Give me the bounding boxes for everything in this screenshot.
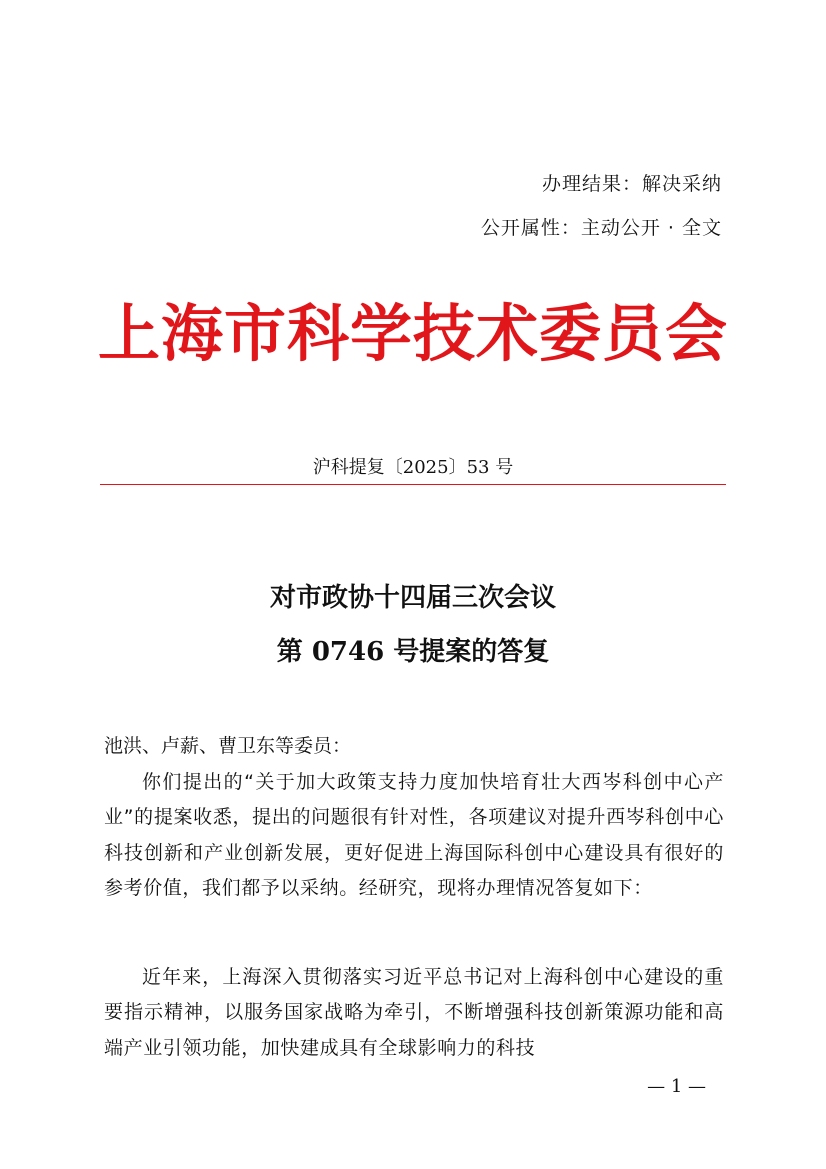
issuing-organization-title: 上海市科学技术委员会 bbox=[97, 297, 728, 370]
document-number: 沪科提复〔2025〕53 号 bbox=[312, 457, 514, 478]
handling-result: 办理结果：解决采纳 bbox=[541, 173, 722, 195]
disclosure-attribute: 公开属性：主动公开 · 全文 bbox=[480, 217, 722, 239]
page-number: — 1 — bbox=[647, 1076, 706, 1097]
body-paragraph-2: 近年来，上海深入贯彻落实习近平总书记对上海科创中心建设的重要指示精神，以服务国家战略为牵引，不断增强科技创新策源功能和高端产业引领功能，加快建成具有全球影响力的科技 bbox=[104, 966, 724, 1059]
red-separator-line bbox=[100, 484, 726, 485]
body-paragraph-1: 你们提出的“关于加大政策支持力度加快培育壮大西岑科创中心产业”的提案收悉，提出的问题很有针对性，各项建议对提升西岑科创中心科技创新和产业创新发展，更好促进上海国际科创中心建设具有很好的参考价值，我们都予以采纳。经研究，现将办理情况答复如下： bbox=[104, 771, 724, 899]
salutation: 池洪、卢薪、曹卫东等委员： bbox=[104, 735, 352, 757]
reply-title-line-1: 对市政协十四届三次会议 bbox=[269, 583, 556, 613]
reply-title-line-2: 第 0746 号提案的答复 bbox=[276, 637, 550, 667]
